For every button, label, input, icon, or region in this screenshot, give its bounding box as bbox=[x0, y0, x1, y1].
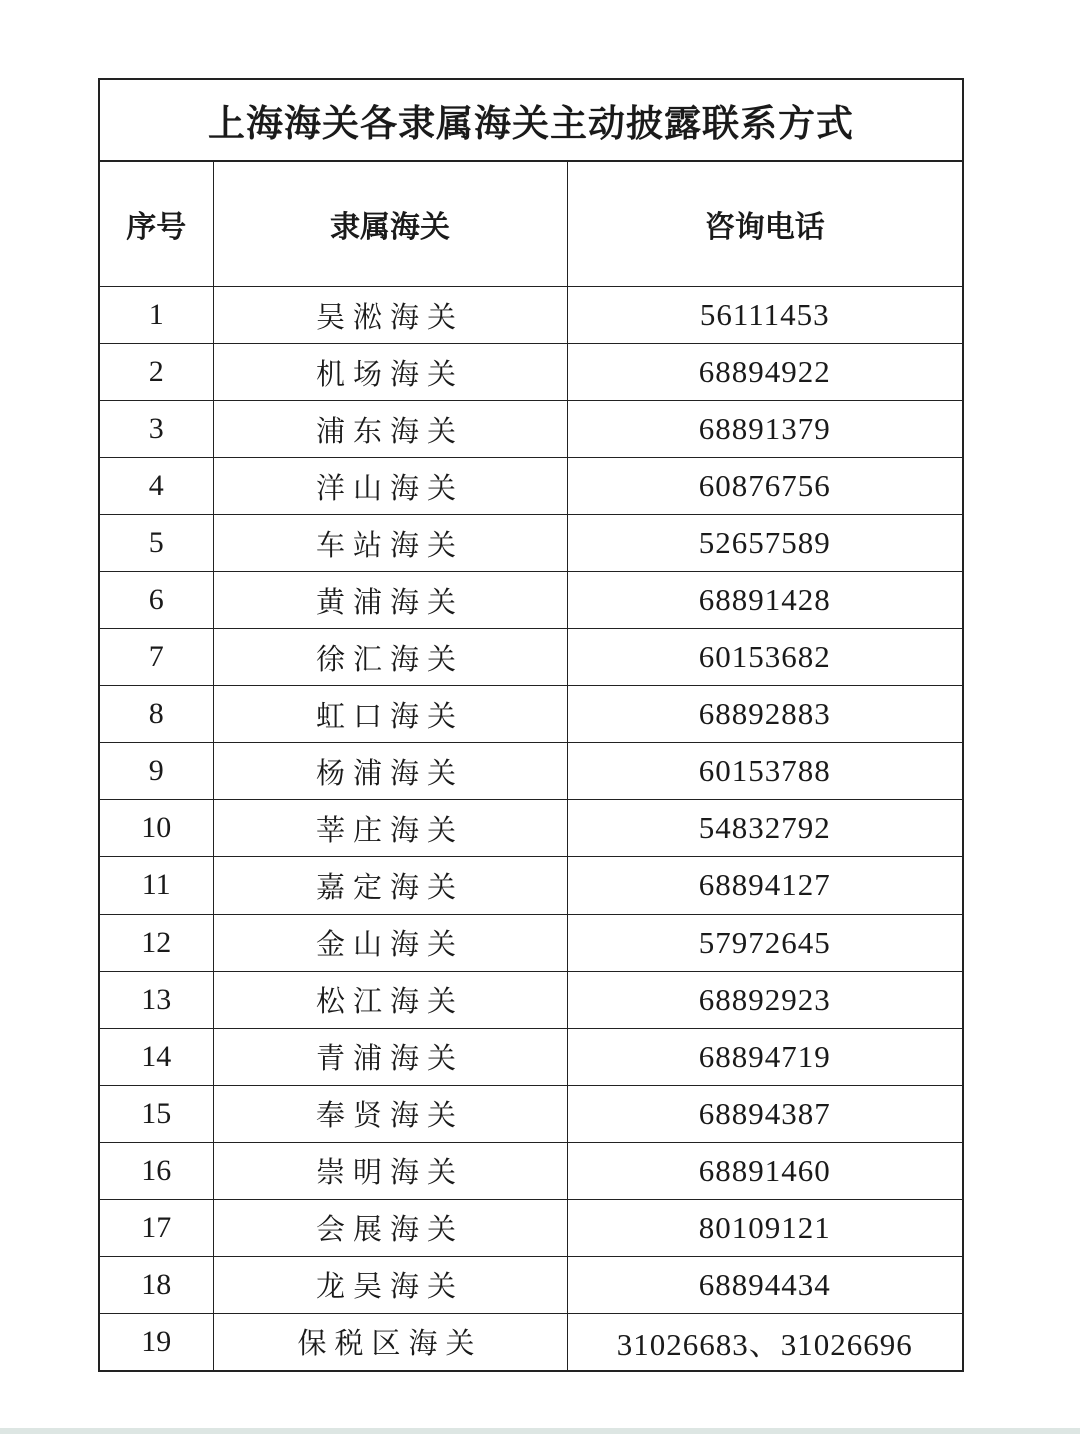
row-index: 18 bbox=[100, 1256, 213, 1313]
row-phone: 68894719 bbox=[567, 1028, 962, 1085]
row-phone: 68894434 bbox=[567, 1256, 962, 1313]
row-index: 17 bbox=[100, 1199, 213, 1256]
row-office: 龙吴海关 bbox=[213, 1256, 567, 1313]
row-index: 10 bbox=[100, 800, 213, 857]
row-phone: 56111453 bbox=[567, 287, 962, 344]
row-phone: 60153788 bbox=[567, 743, 962, 800]
row-phone: 68894127 bbox=[567, 857, 962, 914]
row-phone: 60876756 bbox=[567, 458, 962, 515]
row-office: 徐汇海关 bbox=[213, 629, 567, 686]
row-index: 3 bbox=[100, 401, 213, 458]
row-index: 16 bbox=[100, 1142, 213, 1199]
row-phone: 68891428 bbox=[567, 572, 962, 629]
row-office: 黄浦海关 bbox=[213, 572, 567, 629]
row-index: 11 bbox=[100, 857, 213, 914]
table-row bbox=[100, 857, 962, 914]
row-office: 奉贤海关 bbox=[213, 1085, 567, 1142]
row-office: 车站海关 bbox=[213, 515, 567, 572]
table-row bbox=[100, 971, 962, 1028]
header-row bbox=[100, 162, 962, 287]
row-office: 莘庄海关 bbox=[213, 800, 567, 857]
row-office: 机场海关 bbox=[213, 344, 567, 401]
row-phone: 60153682 bbox=[567, 629, 962, 686]
table-row bbox=[100, 629, 962, 686]
row-index: 8 bbox=[100, 686, 213, 743]
row-index: 5 bbox=[100, 515, 213, 572]
row-phone: 68891379 bbox=[567, 401, 962, 458]
row-index: 14 bbox=[100, 1028, 213, 1085]
table-title: 上海海关各隶属海关主动披露联系方式 bbox=[100, 80, 962, 162]
table-row bbox=[100, 515, 962, 572]
contact-table-sheet bbox=[98, 78, 964, 1372]
row-office: 浦东海关 bbox=[213, 401, 567, 458]
row-office: 吴淞海关 bbox=[213, 287, 567, 344]
table-row bbox=[100, 686, 962, 743]
table-row bbox=[100, 1028, 962, 1085]
row-phone: 31026683、31026696 bbox=[567, 1313, 962, 1370]
row-index: 9 bbox=[100, 743, 213, 800]
table-row bbox=[100, 914, 962, 971]
row-office: 崇明海关 bbox=[213, 1142, 567, 1199]
row-phone: 68892883 bbox=[567, 686, 962, 743]
row-office: 虹口海关 bbox=[213, 686, 567, 743]
header-index: 序号 bbox=[100, 162, 213, 287]
table-row bbox=[100, 572, 962, 629]
table-row bbox=[100, 1142, 962, 1199]
row-office: 杨浦海关 bbox=[213, 743, 567, 800]
row-index: 19 bbox=[100, 1313, 213, 1370]
row-phone: 80109121 bbox=[567, 1199, 962, 1256]
table-row bbox=[100, 743, 962, 800]
row-index: 13 bbox=[100, 971, 213, 1028]
row-index: 6 bbox=[100, 572, 213, 629]
table-row bbox=[100, 344, 962, 401]
header-phone: 咨询电话 bbox=[567, 162, 962, 287]
row-office: 松江海关 bbox=[213, 971, 567, 1028]
row-phone: 68891460 bbox=[567, 1142, 962, 1199]
row-index: 15 bbox=[100, 1085, 213, 1142]
table-row bbox=[100, 458, 962, 515]
row-index: 12 bbox=[100, 914, 213, 971]
row-phone: 54832792 bbox=[567, 800, 962, 857]
row-index: 2 bbox=[100, 344, 213, 401]
row-phone: 52657589 bbox=[567, 515, 962, 572]
row-office: 青浦海关 bbox=[213, 1028, 567, 1085]
row-office: 洋山海关 bbox=[213, 458, 567, 515]
bottom-edge-strip bbox=[0, 1428, 1080, 1434]
table-row bbox=[100, 287, 962, 344]
row-office: 嘉定海关 bbox=[213, 857, 567, 914]
contact-table bbox=[100, 162, 962, 1370]
row-index: 4 bbox=[100, 458, 213, 515]
row-phone: 68894922 bbox=[567, 344, 962, 401]
table-row bbox=[100, 1256, 962, 1313]
table-row bbox=[100, 1313, 962, 1370]
row-office: 保税区海关 bbox=[213, 1313, 567, 1370]
table-row bbox=[100, 1085, 962, 1142]
row-index: 7 bbox=[100, 629, 213, 686]
row-index: 1 bbox=[100, 287, 213, 344]
table-row bbox=[100, 1199, 962, 1256]
table-row bbox=[100, 401, 962, 458]
table-row bbox=[100, 800, 962, 857]
row-phone: 57972645 bbox=[567, 914, 962, 971]
row-phone: 68894387 bbox=[567, 1085, 962, 1142]
header-office: 隶属海关 bbox=[213, 162, 567, 287]
row-phone: 68892923 bbox=[567, 971, 962, 1028]
row-office: 会展海关 bbox=[213, 1199, 567, 1256]
row-office: 金山海关 bbox=[213, 914, 567, 971]
